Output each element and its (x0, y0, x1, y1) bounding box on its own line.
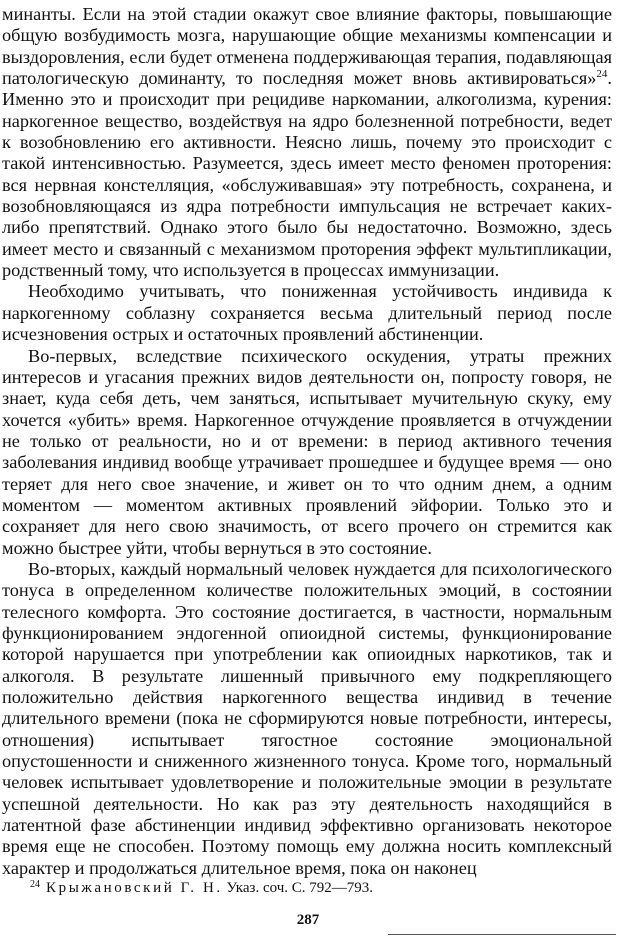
footnote-mark: 24 (30, 879, 40, 890)
footnote-citation: Указ. соч. С. 792—793. (226, 880, 374, 896)
footnote-author: Крыжановский Г. Н. (46, 880, 223, 896)
page-number: 287 (296, 912, 320, 928)
paragraph-1-part-b: . Именно это и происходит при рецидиве наркомании, алкоголизма, курения: наркогенное вещество, воздействуя на ядро болезненной потребности, ведет к возобновлению его активности. Неясно лишь, почему это происходит с такой интенсивностью. Разумеется, здесь имеет место феномен проторения: вся нервная констелляция, «обслуживавшая» эту потребность, сохранена, и возобновляющаяся из ядра потребности импульсация не встречает каких-либо препятствий. Однако этого было бы недостаточно. Возможно, здесь имеет место и связанный с механизмом проторения эффект мультипликации, родственный тому, что используется в процессах иммунизации. (2, 68, 612, 281)
paragraph-2: Необходимо учитывать, что пониженная устойчивость индивида к наркогенному соблазну сохраняется весьма длительный период после исчезновения острых и остаточных проявлений абстиненции. (2, 281, 612, 345)
paragraph-4: Во-вторых, каждый нормальный человек нуждается для психологического тонуса в определенном количестве положительных эмоций, в состоянии телесного комфорта. Это состояние достигается, в частности, нормальным функционированием эндогенной опиоидной системы, функционирование которой нарушается при употреблении как опиоидных наркотиков, так и алкоголя. В результате лишенный привычного ему подкрепляющего положительно действия наркогенного вещества индивид в течение длительного времени (пока не сформируются новые потребности, интересы, отношения) испытывает тягостное состояние эмоциональной опустошенности и сниженного жизненного тонуса. Кроме того, нормальный человек испытывает удовлетворение и положительные эмоции в результате успешной деятельности. Но как раз эту деятельность находящийся в латентной фазе абстиненции индивид эффективно организовать некоторое время еще не способен. Поэтому помощь ему должна носить комплексный характер и продолжаться длительное время, пока он наконец (2, 558, 612, 878)
bottom-rule (388, 934, 616, 935)
paragraph-3: Во-первых, вследствие психического оскудения, утраты прежних интересов и угасания прежних видов деятельности он, попросту говоря, не знает, куда себя деть, чем заняться, испытывает мучительную скуку, ему хочется «убить» время. Наркогенное отчуждение проявляется в отчуждении не только от реальности, но и от времени: в период активного течения заболевания индивид вообще утрачивает прошедшее и будущее время — оно теряет для него свое значение, и живет он то что одним днем, а одним моментом — моментом активных проявлений эйфории. Только это и сохраняет для него свою значимость, от всего прочего он стремится как можно быстрее уйти, чтобы вернуться в это состояние. (2, 345, 612, 558)
main-text (2, 4, 612, 879)
footnote (30, 876, 590, 897)
paragraph-1-part-a: минанты. Если на этой стадии окажут свое влияние факторы, повышающие общую возбудимость мозга, нарушающие общие механизмы компенсации и выздоровления, если будет отменена поддерживающая терапия, подавляющая патологическую доминанту, то последняя может вновь активироваться» (2, 4, 612, 89)
paragraph-1 (2, 4, 612, 281)
book-page (2, 0, 614, 936)
footnote-reference: 24 (596, 68, 608, 81)
